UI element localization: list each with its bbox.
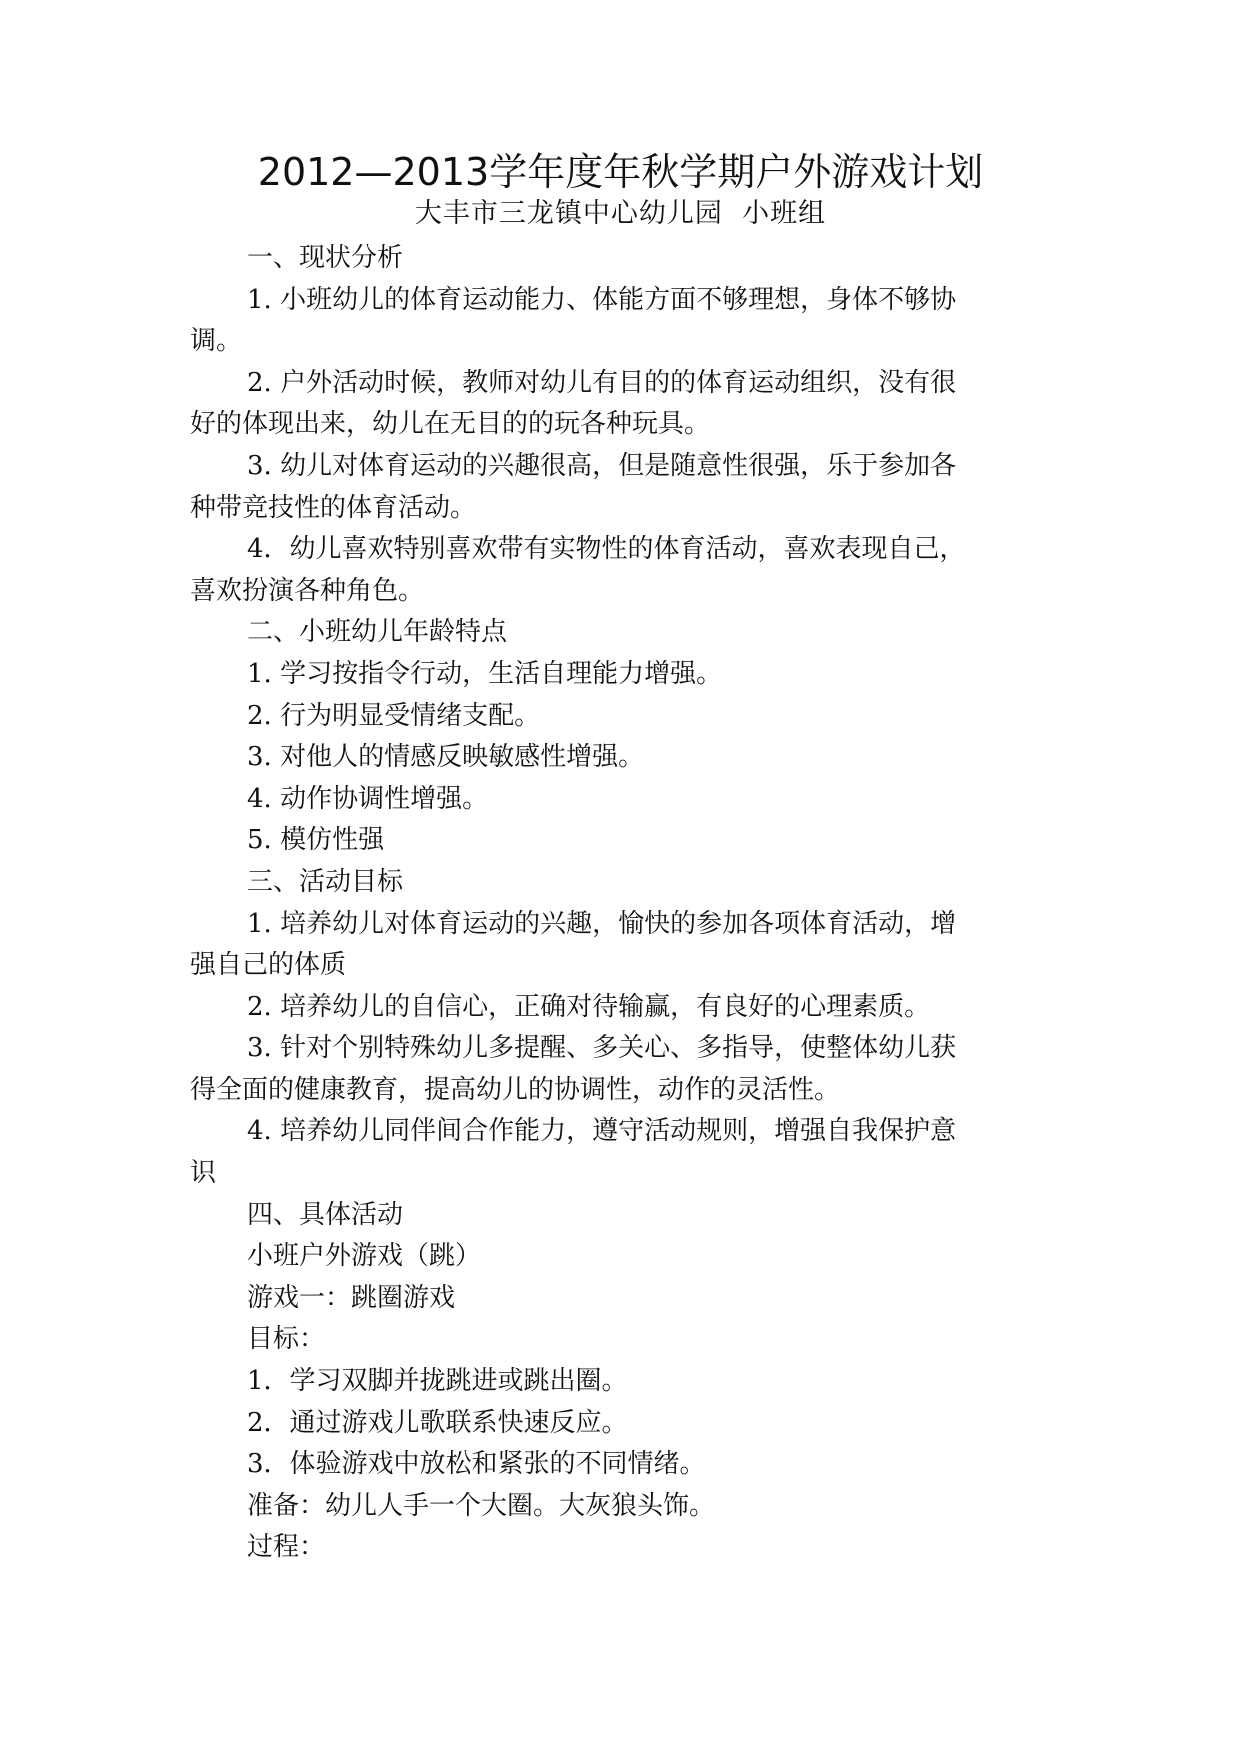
list-item: 2．通过游戏儿歌联系快速反应。 [247, 1407, 628, 1438]
paragraph-line: 4. 培养幼儿同伴间合作能力，遵守活动规则，增强自我保护意 [247, 1116, 957, 1147]
paragraph-line: 识 [190, 1158, 217, 1189]
list-item: 5. 模仿性强 [247, 825, 385, 856]
paragraph-line: 好的体现出来，幼儿在无目的的玩各种玩具。 [190, 409, 711, 440]
paragraph-line: 3. 针对个别特殊幼儿多提醒、多关心、多指导，使整体幼儿获 [247, 1033, 957, 1064]
paragraph-line: 1. 培养幼儿对体育运动的兴趣，愉快的参加各项体育活动，增 [247, 908, 957, 939]
paragraph-line: 过程： [247, 1532, 326, 1563]
paragraph-line: 得全面的健康教育，提高幼儿的协调性，动作的灵活性。 [190, 1074, 841, 1105]
document-title: 2012—2013学年度年秋学期户外游戏计划 [257, 150, 984, 194]
list-item: 2. 行为明显受情绪支配。 [247, 700, 541, 731]
list-item: 1. 学习按指令行动，生活自理能力增强。 [247, 658, 723, 689]
document-subtitle: 大丰市三龙镇中心幼儿园 小班组 [414, 198, 827, 229]
paragraph-line: 2. 户外活动时候，教师对幼儿有目的的体育运动组织，没有很 [247, 367, 957, 398]
list-item: 4. 动作协调性增强。 [247, 783, 489, 814]
subheading: 小班户外游戏（跳） [247, 1241, 482, 1272]
paragraph-line: 强自己的体质 [190, 950, 347, 981]
section-heading: 三、活动目标 [247, 866, 404, 897]
section-heading: 一、现状分析 [247, 243, 404, 273]
paragraph-line: 2. 培养幼儿的自信心，正确对待输赢，有良好的心理素质。 [247, 991, 931, 1022]
list-item: 3. 对他人的情感反映敏感性增强。 [247, 742, 645, 773]
paragraph-line: 调。 [190, 326, 243, 357]
paragraph-line: 喜欢扮演各种角色。 [190, 575, 425, 606]
list-item: 1．学习双脚并拢跳进或跳出圈。 [247, 1366, 628, 1397]
paragraph-line: 目标： [247, 1324, 326, 1355]
paragraph-line: 3. 幼儿对体育运动的兴趣很高，但是随意性很强，乐于参加各 [247, 450, 957, 481]
subheading: 游戏一：跳圈游戏 [247, 1282, 456, 1313]
list-item: 3．体验游戏中放松和紧张的不同情绪。 [247, 1449, 706, 1480]
section-heading: 四、具体活动 [247, 1199, 404, 1230]
paragraph-line: 4．幼儿喜欢特别喜欢带有实物性的体育活动，喜欢表现自己， [247, 534, 966, 565]
paragraph-line: 准备：幼儿人手一个大圈。大灰狼头饰。 [247, 1490, 716, 1521]
document-body [190, 238, 1050, 1569]
paragraph-line: 种带竞技性的体育活动。 [190, 492, 477, 523]
section-heading: 二、小班幼儿年龄特点 [247, 617, 508, 648]
paragraph-line: 1. 小班幼儿的体育运动能力、体能方面不够理想，身体不够协 [247, 284, 957, 315]
